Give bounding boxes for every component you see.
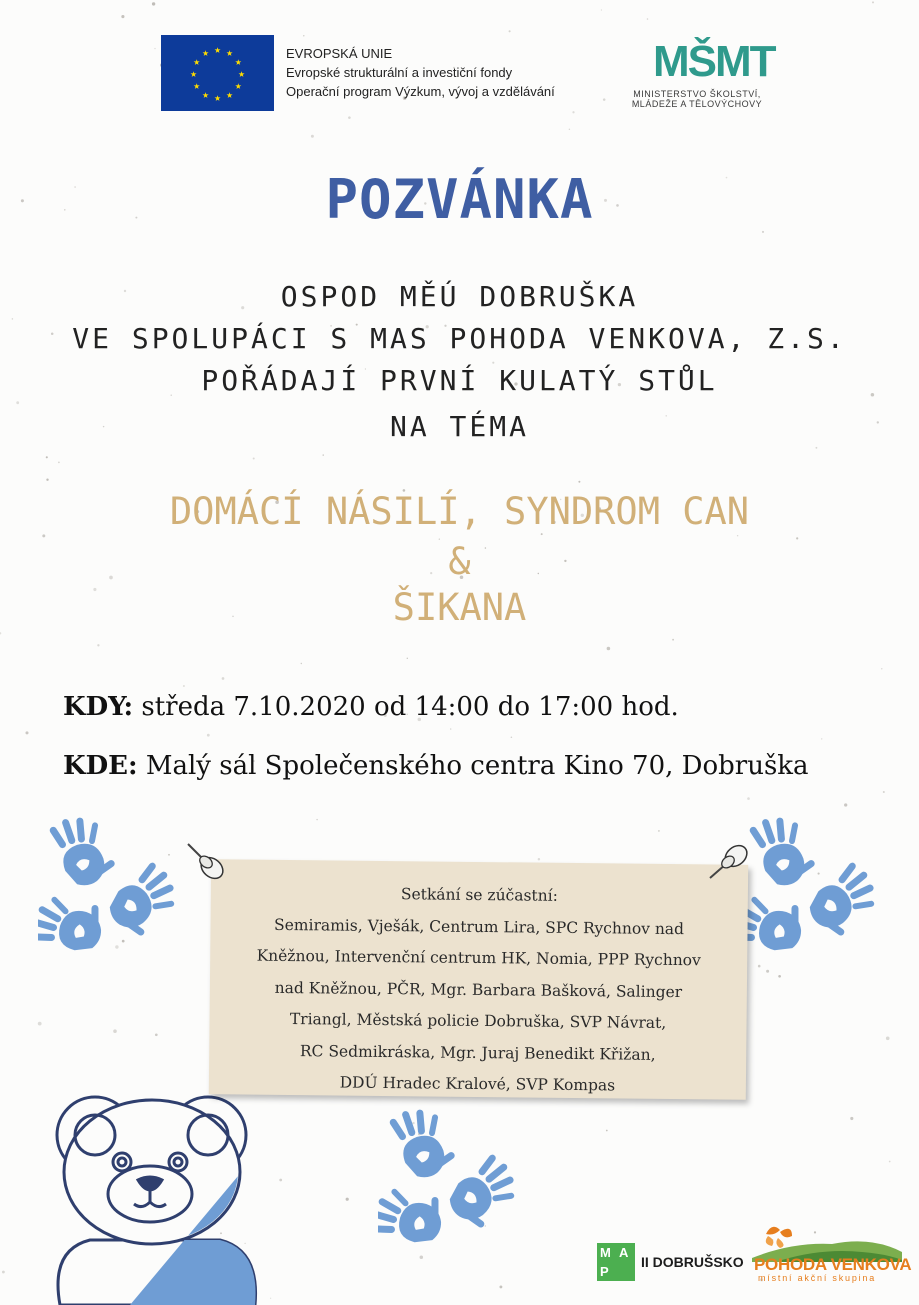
organizer-line-3: POŘÁDAJÍ PRVNÍ KULATÝ STŮL: [201, 364, 718, 397]
pohoda-venkova-subtitle: místní akční skupina: [758, 1273, 877, 1283]
map-letter-a: A: [619, 1245, 629, 1260]
when-label: KDY:: [63, 692, 134, 722]
teddy-bear-icon: [40, 1090, 310, 1305]
map-logo-icon: [597, 1243, 635, 1281]
when-value: středa 7.10.2020 od 14:00 do 17:00 hod.: [141, 692, 679, 722]
topic-ampersand: &: [448, 540, 471, 583]
eu-star-icon: ★: [193, 55, 201, 68]
organizer-line-2: VE SPOLUPÁCI S MAS POHODA VENKOVA, Z.S.: [72, 322, 847, 355]
eu-star-icon: ★: [234, 55, 242, 68]
eu-star-icon: ★: [202, 46, 209, 60]
eu-star-icon: ★: [193, 79, 201, 92]
pohoda-venkova-name: POHODA VENKOVA: [754, 1255, 912, 1274]
participants-line-1: Semiramis, Vješák, Centrum Lira, SPC Rychnov nad: [273, 915, 685, 938]
participants-line-5: RC Sedmikráska, Mgr. Juraj Benedikt Křižan,: [299, 1041, 656, 1064]
where-label: KDE:: [63, 751, 138, 781]
topic-line-1: DOMÁCÍ NÁSILÍ, SYNDROM CAN: [169, 490, 750, 533]
push-pin-icon: [704, 838, 752, 886]
when-line: [63, 692, 679, 722]
eu-star-icon: ★: [226, 87, 233, 101]
organizer-line-1: OSPOD MĚÚ DOBRUŠKA: [280, 280, 639, 313]
where-line: [63, 751, 809, 781]
eu-flag-icon: [161, 35, 274, 111]
eu-star-icon: ★: [190, 67, 197, 80]
organizer-line-4: NA TÉMA: [389, 410, 529, 443]
where-value: Malý sál Společenského centra Kino 70, Dobruška: [145, 751, 809, 781]
map-letter-p: P: [600, 1264, 609, 1279]
handprint-icon: [738, 808, 898, 968]
eu-line-3: Operační program Výzkum, vývoj a vzdělávání: [286, 84, 555, 99]
eu-star-icon: ★: [202, 87, 209, 101]
eu-star-icon: ★: [214, 43, 221, 56]
participants-line-3: nad Kněžnou, PČR, Mgr. Barbara Bašková, Salinger: [274, 978, 683, 1001]
participants-note: [209, 859, 748, 1100]
topic-line-2: ŠIKANA: [392, 586, 527, 629]
participants-line-2: Kněžnou, Intervenční centrum HK, Nomia, PPP Rychnov: [256, 946, 701, 970]
participants-line-4: Triangl, Městská policie Dobruška, SVP Návrat,: [289, 1010, 667, 1032]
eu-logo-text: [286, 44, 555, 101]
msmt-line-2: MLÁDEŽE A TĚLOVÝCHOVY: [631, 99, 763, 109]
page-title: POZVÁNKA: [325, 168, 594, 231]
msmt-logo-icon: [617, 36, 775, 116]
eu-star-icon: ★: [234, 79, 242, 92]
eu-line-1: EVROPSKÁ UNIE: [286, 46, 393, 61]
eu-line-2: Evropské strukturální a investiční fondy: [286, 65, 513, 80]
map-logo-text: II DOBRUŠSKO: [641, 1254, 744, 1270]
handprint-icon: [38, 808, 198, 968]
participants-line-6: DDÚ Hradec Kralové, SVP Kompas: [339, 1073, 616, 1095]
participants-heading: Setkání se zúčastní:: [400, 885, 558, 905]
eu-star-icon: ★: [238, 67, 245, 80]
msmt-mark: MŠMT: [653, 37, 775, 86]
eu-star-icon: ★: [214, 91, 221, 104]
map-letter-m: M: [600, 1245, 611, 1260]
handprint-icon: [378, 1100, 538, 1260]
push-pin-icon: [182, 838, 230, 886]
msmt-line-1: MINISTERSTVO ŠKOLSTVÍ,: [633, 89, 761, 99]
pohoda-venkova-logo-icon: [752, 1222, 912, 1284]
eu-star-icon: ★: [226, 46, 233, 60]
